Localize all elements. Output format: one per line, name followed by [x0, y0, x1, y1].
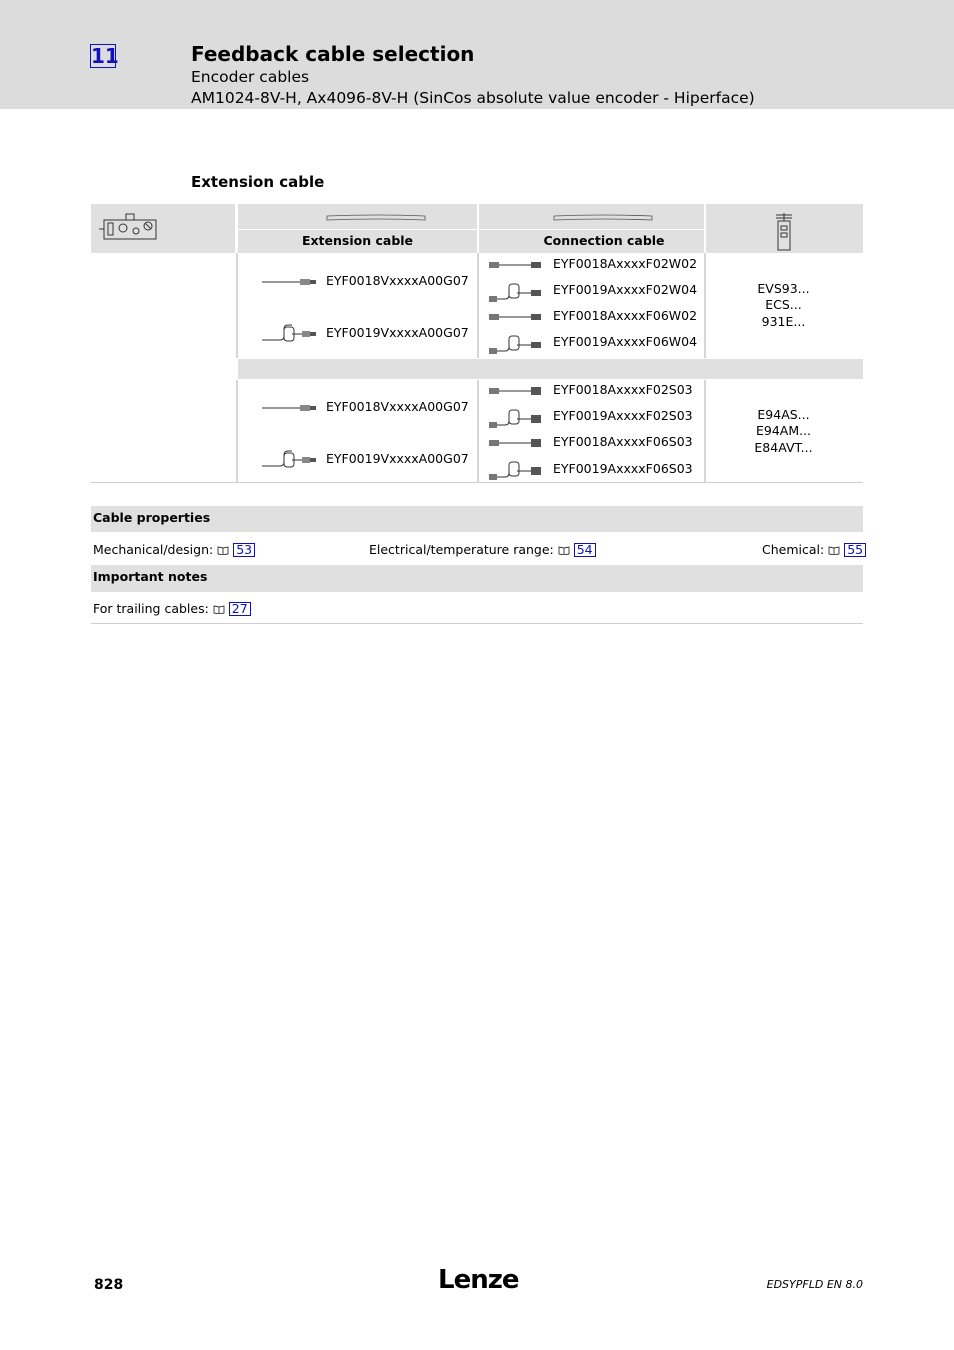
angled-connector-icon: [487, 408, 543, 430]
column-header-connection: Connection cable: [543, 233, 665, 248]
cable-icon: [326, 214, 426, 222]
connection-cable-code: EYF0018AxxxxF02W02: [553, 256, 698, 271]
group-separator: [238, 359, 863, 379]
trailing-reference: [93, 601, 251, 616]
connection-cable-code: EYF0019AxxxxF02W04: [553, 282, 698, 297]
straight-connector-icon: [487, 313, 543, 321]
straight-connector-icon: [262, 404, 318, 412]
table-bottom-rule: [91, 482, 863, 483]
angled-connector-icon: [262, 323, 318, 345]
page-subtitle-detail: AM1024-8V-H, Ax4096-8V-H (SinCos absolute value encoder - Hiperface): [191, 89, 755, 107]
notes-heading: Important notes: [93, 569, 208, 584]
straight-connector-icon: [487, 261, 543, 269]
motor-icon: [98, 213, 158, 243]
book-icon: [558, 546, 570, 555]
motor-header-cell: [91, 204, 235, 253]
controller-icon: [776, 213, 792, 251]
page-link[interactable]: 27: [229, 602, 251, 616]
properties-heading-bar: [91, 506, 863, 532]
controller-name: E94AS...: [757, 407, 810, 422]
properties-heading: Cable properties: [93, 510, 211, 525]
controller-name: 931E...: [761, 314, 806, 329]
connection-cable-code: EYF0019AxxxxF02S03: [553, 408, 693, 423]
lenze-logo: Lenze: [438, 1265, 519, 1295]
extension-cable-code: EYF0019VxxxxA00G07: [326, 325, 469, 340]
controller-name: E84AVT...: [754, 440, 813, 455]
connection-cable-header: [479, 230, 704, 253]
notes-bottom-rule: [91, 623, 863, 624]
divider: [236, 380, 238, 483]
book-icon: [217, 546, 229, 555]
page-title: Feedback cable selection: [191, 42, 475, 66]
straight-connector-icon: [487, 387, 543, 395]
extension-cable-code: EYF0019VxxxxA00G07: [326, 451, 469, 466]
divider: [477, 380, 479, 483]
mechanical-label: Mechanical/design:: [93, 542, 214, 557]
column-header-extension: Extension cable: [301, 233, 414, 248]
controller-name: E94AM...: [755, 423, 812, 438]
angled-connector-icon: [262, 449, 318, 471]
connection-cable-code: EYF0018AxxxxF06W02: [553, 308, 698, 323]
controller-name: EVS93...: [757, 281, 810, 296]
angled-connector-icon: [487, 282, 543, 304]
mechanical-reference: [93, 542, 255, 557]
connection-cable-code: EYF0019AxxxxF06S03: [553, 461, 693, 476]
chemical-label: Chemical:: [762, 542, 825, 557]
extension-cable-code: EYF0018VxxxxA00G07: [326, 273, 469, 288]
page-link[interactable]: 53: [233, 543, 255, 557]
book-icon: [213, 605, 225, 614]
page-link[interactable]: 54: [574, 543, 596, 557]
divider: [477, 253, 479, 358]
extension-cable-icon-cell: [238, 204, 477, 229]
electrical-reference: [369, 542, 596, 557]
page-subtitle: Encoder cables: [191, 68, 310, 86]
controller-name: ECS...: [765, 297, 802, 312]
document-id: EDSYPFLD EN 8.0: [766, 1278, 863, 1291]
page-link[interactable]: 55: [844, 543, 866, 557]
connection-cable-icon-cell: [479, 204, 704, 229]
divider: [236, 253, 238, 358]
extension-cable-header: [238, 230, 477, 253]
straight-connector-icon: [487, 439, 543, 447]
chemical-reference: [762, 542, 866, 557]
book-icon: [828, 546, 840, 555]
controller-header-cell: [706, 204, 863, 253]
chapter-link[interactable]: 11: [91, 44, 119, 68]
straight-connector-icon: [262, 278, 318, 286]
angled-connector-icon: [487, 334, 543, 356]
connection-cable-code: EYF0018AxxxxF02S03: [553, 382, 693, 397]
page-number: 828: [94, 1277, 124, 1293]
connection-cable-code: EYF0019AxxxxF06W04: [553, 334, 698, 349]
cable-icon: [553, 214, 653, 222]
connection-cable-code: EYF0018AxxxxF06S03: [553, 434, 693, 449]
section-title: Extension cable: [191, 173, 325, 191]
extension-cable-code: EYF0018VxxxxA00G07: [326, 399, 469, 414]
trailing-label: For trailing cables:: [93, 601, 209, 616]
notes-heading-bar: [91, 565, 863, 592]
electrical-label: Electrical/temperature range:: [369, 542, 554, 557]
angled-connector-icon: [487, 460, 543, 482]
